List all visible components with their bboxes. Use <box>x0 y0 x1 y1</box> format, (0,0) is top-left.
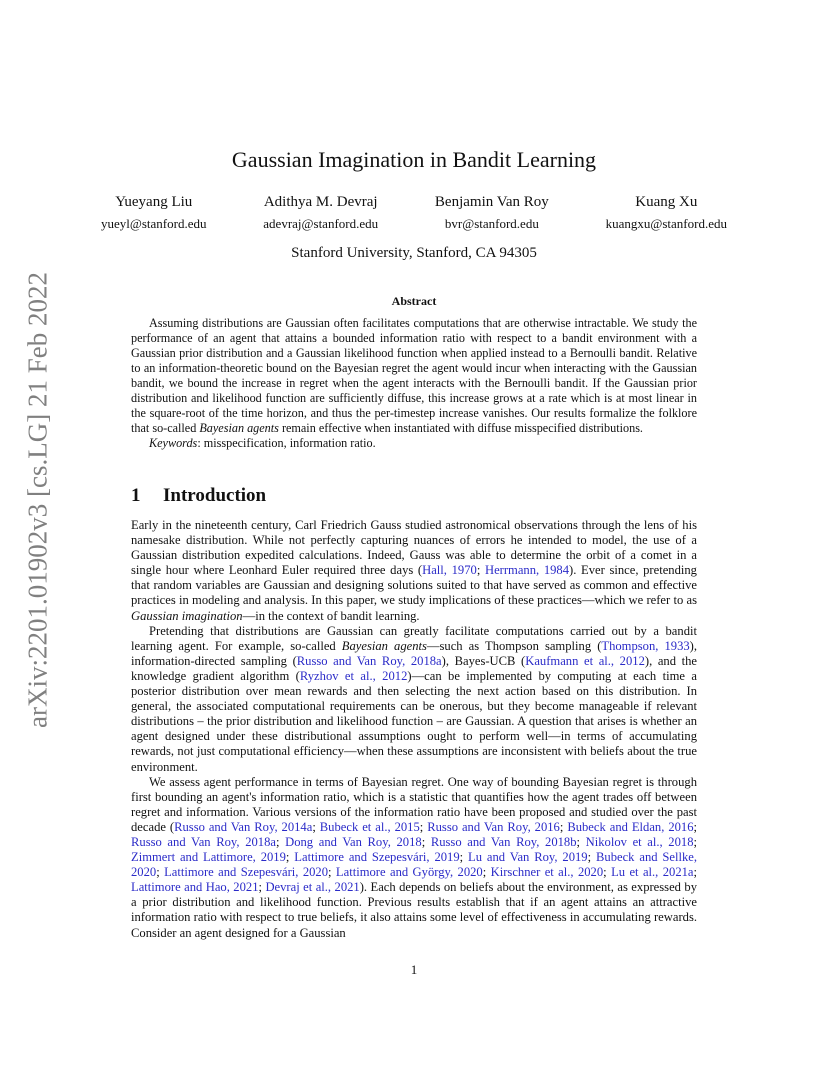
citation-separator: ; <box>587 850 596 865</box>
citation-link[interactable]: Thompson, 1933 <box>601 638 690 653</box>
citation-link[interactable]: Kirschner et al., 2020 <box>490 865 604 880</box>
citation-separator: ; <box>693 834 697 849</box>
body-text: —such as Thompson sampling ( <box>426 638 602 653</box>
author-name: Kuang Xu <box>635 194 698 210</box>
body-paragraph <box>131 775 697 941</box>
body-paragraph <box>131 624 697 775</box>
citation-link[interactable]: Devraj et al., 2021 <box>265 880 360 895</box>
body-text: ), Bayes-UCB ( <box>441 653 526 668</box>
citation-separator: ; <box>459 850 469 865</box>
arxiv-identifier-text: arXiv:2201.01902v3 [cs.LG] 21 Feb 2022 <box>22 272 53 728</box>
citation-link[interactable]: Nikolov et al., 2018 <box>585 834 694 849</box>
author-block <box>101 193 206 232</box>
citation-separator: ; <box>275 834 286 849</box>
citation-link[interactable]: Russo and Van Roy, 2018a <box>296 653 442 668</box>
citation-link[interactable]: Lu et al., 2021a <box>611 865 694 880</box>
author-block <box>263 193 378 232</box>
citation-link[interactable]: Ryzhov et al., 2012 <box>299 668 408 683</box>
author-list <box>101 193 727 232</box>
citation-separator: ; <box>576 834 586 849</box>
citation-link[interactable]: Bubeck and Sellke, 2020 <box>131 850 698 880</box>
page-number: 1 <box>410 962 418 977</box>
section-heading <box>131 485 266 507</box>
abstract-paragraph <box>131 316 697 436</box>
citation-link[interactable]: Lattimore and Hao, 2021 <box>131 880 259 895</box>
abstract-text: Assuming distributions are Gaussian often facilitates computations that are otherwise intractable. We study the performance of an agent that attains a bounded information ratio with respect to a bandit environment with a Gaussian prior distribution and a Gaussian likelihood function when applied instead to a Bernoulli bandit. Relative to an information-theoretic bound on the Bayesian regret the agent would incur when interacting with the Gaussian bandit, we bound the increase in regret when the agent interacts with the Bernoulli bandit. If the Gaussian prior distribution and likelihood function are sufficiently diffuse, this increase grows at a rate which is at most linear in the square-root of the time horizon, and thus the per-timestep increase vanishes. Our results formalize the folklore that so-called <box>131 316 697 435</box>
citation-link[interactable]: Russo and Van Roy, 2014a <box>174 819 313 834</box>
author-block <box>606 193 727 232</box>
citation-link[interactable]: Kaufmann et al., 2012 <box>525 653 645 668</box>
author-email: bvr@stanford.edu <box>444 216 539 231</box>
author-name: Benjamin Van Roy <box>434 194 549 210</box>
citation-link[interactable]: Russo and Van Roy, 2018a <box>131 834 276 849</box>
author-name: Yueyang Liu <box>115 194 193 210</box>
author-email: yueyl@stanford.edu <box>101 216 207 231</box>
abstract-text: remain effective when instantiated with diffuse misspecified distributions. <box>278 421 643 435</box>
citation-link[interactable]: Lattimore and György, 2020 <box>335 865 483 880</box>
abstract-emphasis: Bayesian agents <box>199 421 279 435</box>
author-email: kuangxu@stanford.edu <box>605 216 727 231</box>
section-title: Introduction <box>163 485 267 506</box>
citation-separator: ; <box>258 880 266 895</box>
affiliation: Stanford University, Stanford, CA 94305 <box>291 245 537 261</box>
citation-separator: ; <box>328 865 336 880</box>
citation-link[interactable]: Lu and Van Roy, 2019 <box>468 850 588 865</box>
citation-link[interactable]: Lattimore and Szepesvári, 2020 <box>164 865 329 880</box>
citation-separator: ; <box>603 865 612 880</box>
body-text: ; <box>476 563 485 578</box>
citation-separator: ; <box>156 865 165 880</box>
keywords-line <box>131 436 697 451</box>
citation-separator: ; <box>421 834 431 849</box>
paper-title: Gaussian Imagination in Bandit Learning <box>231 147 597 172</box>
citation-separator: ; <box>482 865 491 880</box>
citation-separator: ; <box>285 850 295 865</box>
citation-link[interactable]: Bubeck et al., 2015 <box>319 819 420 834</box>
body-text: ). Ever since, pretending that random variables are Gaussian and designing solutions suited to that have served as common and effective practices in modeling and analysis. In this paper, we study implications of these practices—which we refer to as <box>131 563 697 608</box>
body-text: ), information-directed sampling ( <box>131 638 698 668</box>
body-text: Pretending that distributions are Gaussian can greatly facilitate computations carried out by a bandit learning agent. For example, so-called <box>131 623 697 653</box>
section-body <box>131 518 697 941</box>
citation-link[interactable]: Russo and Van Roy, 2016 <box>427 819 560 834</box>
section-number: 1 <box>131 485 141 506</box>
abstract-heading: Abstract <box>391 294 437 308</box>
keywords-label: Keywords <box>149 436 198 450</box>
author-email: adevraj@stanford.edu <box>263 216 379 231</box>
citation-link[interactable]: Dong and Van Roy, 2018 <box>285 834 422 849</box>
abstract-body <box>131 316 697 451</box>
citation-link[interactable]: Russo and Van Roy, 2018b <box>430 834 577 849</box>
body-text: We assess agent performance in terms of Bayesian regret. One way of bounding Bayesian regret is through first bounding an agent's information ratio, which is a statistic that quantifies how the agent trades off between regret and information. Various versions of the information ratio have been proposed and studied over the past decade ( <box>131 774 697 834</box>
citation-link[interactable]: Bubeck and Eldan, 2016 <box>567 819 694 834</box>
body-text: Early in the nineteenth century, Carl Friedrich Gauss studied astronomical observations through the lens of his namesake distribution. While not perfectly capturing nuances of errors he intended to model, the use of a Gaussian distribution expedited calculations. Indeed, Gauss was able to determine the orbit of a comet in a single hour where Leonhard Euler required three days ( <box>131 518 697 578</box>
citation-link[interactable]: Zimmert and Lattimore, 2019 <box>131 850 286 865</box>
body-text: )—can be implemented by computing at each time a posterior distribution over mean rewards and then selecting the next action based on this distribution. In general, the associated computational requirements can be onerous, but they become manageable if relevant distributions – the prior distribution and likelihood function – are Gaussian. A question that arises is whether an agent designed under these distributional assumptions ought to perform well—in terms of accumulating rewards, not just computational efficiency—when these assumptions are inconsistent with beliefs about the true environment. <box>131 668 697 774</box>
citation-link[interactable]: Lattimore and Szepesvári, 2019 <box>294 850 460 865</box>
keywords-text: : misspecification, information ratio. <box>197 436 376 450</box>
citation-link[interactable]: Hall, 1970 <box>422 563 477 578</box>
author-name: Adithya M. Devraj <box>263 194 378 210</box>
citation-separator: ; <box>419 819 428 834</box>
body-emphasis: Gaussian imagination <box>131 608 243 623</box>
body-text: —in the context of bandit learning. <box>242 608 420 623</box>
citation-separator: ; <box>312 819 320 834</box>
body-paragraph <box>131 518 697 624</box>
citation-link[interactable]: Herrmann, 1984 <box>484 563 570 578</box>
body-emphasis: Bayesian agents <box>341 638 427 653</box>
body-text: ). Each depends on beliefs about the environment, as expressed by a prior distribution and likelihood function. Previous results establish that if an agent attains an attractive information ratio with respect to true beliefs, it also attains some level of effectiveness in accumulating rewards. Consider an agent designed for a Gaussian <box>131 880 698 940</box>
author-block <box>435 193 549 232</box>
body-text: ), and the knowledge gradient algorithm ( <box>131 653 697 683</box>
citation-separator: ; <box>693 819 698 834</box>
citation-separator: ; <box>559 819 568 834</box>
citation-separator: ; <box>693 865 697 880</box>
arxiv-identifier-stamp <box>18 272 58 728</box>
